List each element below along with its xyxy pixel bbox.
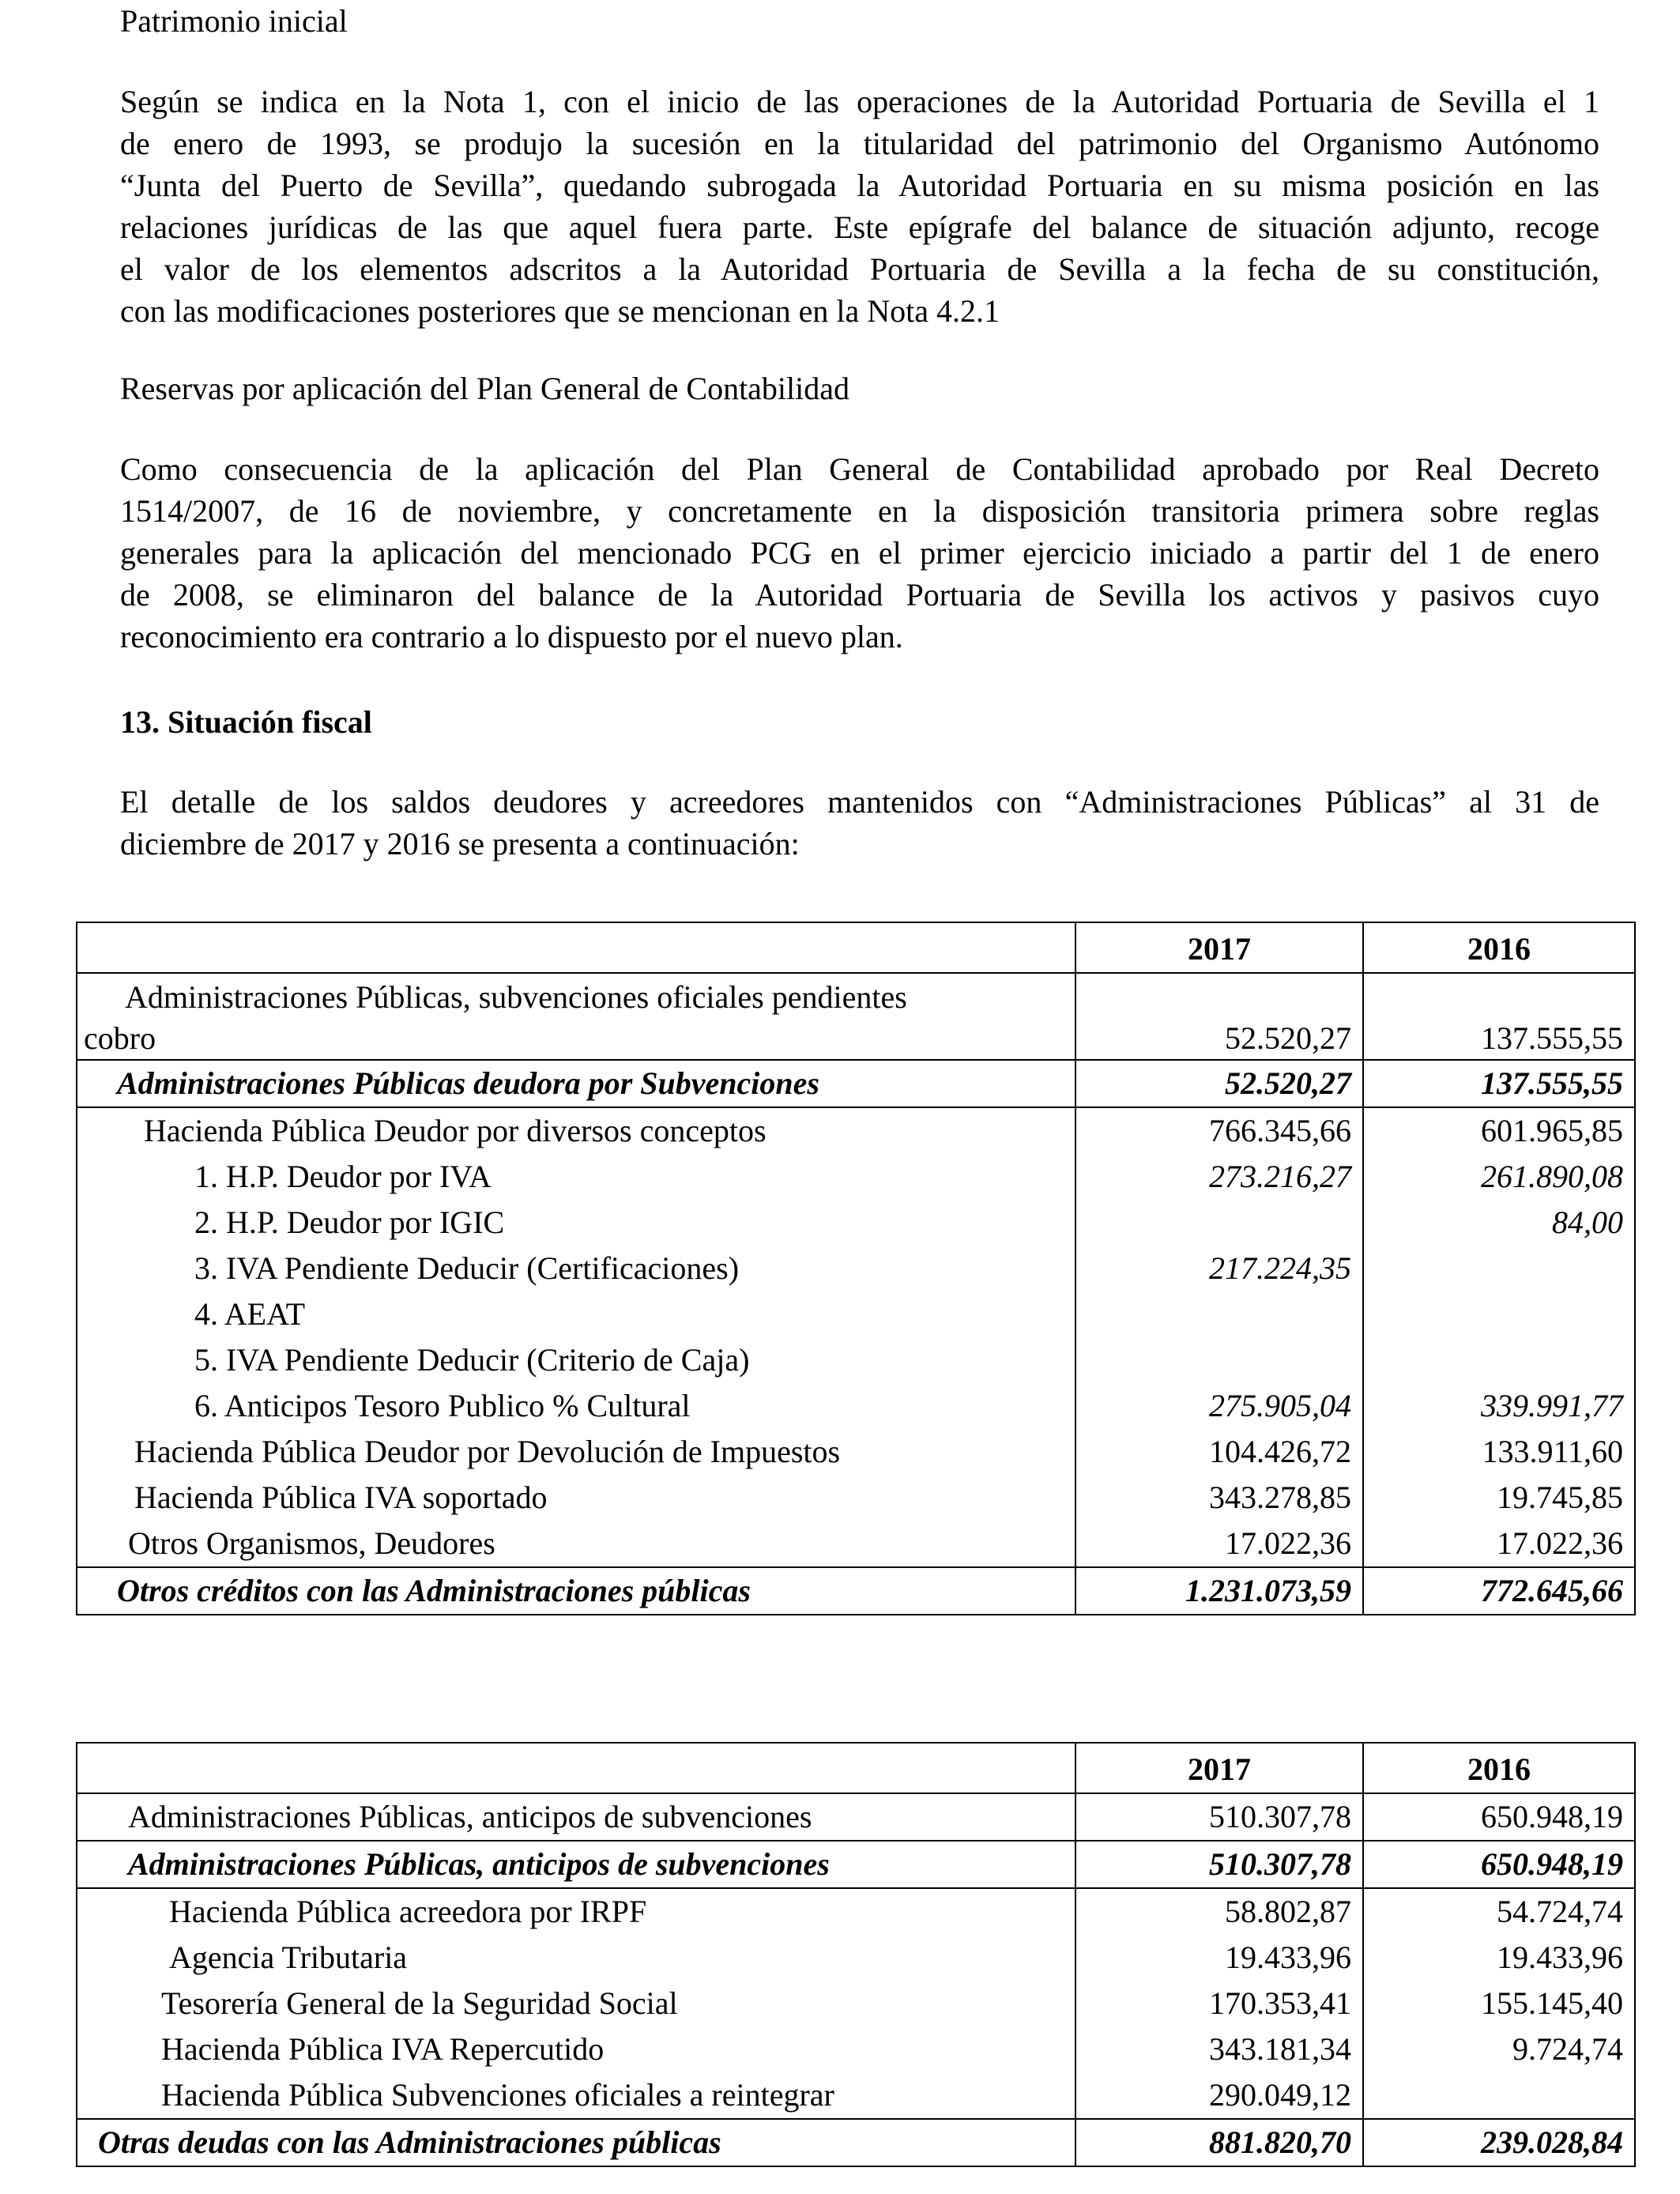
table-subtotal-row: [77, 1060, 1635, 1107]
paragraph-line: el valor de los elementos adscritos a la Autoridad Portuaria de Sevilla a la fecha de su constitución,: [120, 251, 1599, 287]
row-label: Hacienda Pública acreedora por IRPF: [77, 1888, 1075, 1935]
row-label: Hacienda Pública IVA soportado: [77, 1475, 1075, 1521]
value-2016: 84,00: [1363, 1200, 1635, 1246]
value-2017: 104.426,72: [1075, 1429, 1363, 1475]
table-saldos-acreedores: [76, 1742, 1636, 2167]
table-row: [77, 1200, 1635, 1246]
row-label: Hacienda Pública Subvenciones oficiales a reintegrar: [77, 2072, 1075, 2119]
row-label: Hacienda Pública Deudor por Devolución de Impuestos: [77, 1429, 1075, 1475]
row-label-line: Administraciones Públicas, subvenciones oficiales pendientes: [125, 979, 907, 1015]
value-2017: 510.307,78: [1075, 1793, 1363, 1841]
value-2016: [1363, 1291, 1635, 1337]
heading-patrimonio-inicial: Patrimonio inicial: [120, 3, 348, 39]
value-2017: [1075, 1291, 1363, 1337]
header-2017: 2017: [1075, 1743, 1363, 1793]
value-2016: 137.555,55: [1363, 973, 1635, 1060]
value-2016: 17.022,36: [1363, 1521, 1635, 1567]
value-2017: 510.307,78: [1075, 1841, 1363, 1888]
row-label-line: cobro: [84, 1020, 156, 1056]
paragraph-line: reconocimiento era contrario a lo dispuesto por el nuevo plan.: [120, 619, 903, 654]
value-2016: 54.724,74: [1363, 1888, 1635, 1935]
value-2016: 19.433,96: [1363, 1935, 1635, 1981]
paragraph-patrimonio-inicial: [120, 81, 1599, 332]
table-row: [77, 1246, 1635, 1291]
header-2016: 2016: [1363, 922, 1635, 973]
value-2017: 343.181,34: [1075, 2026, 1363, 2072]
table-total-row: [77, 2119, 1635, 2166]
value-2017: 217.224,35: [1075, 1246, 1363, 1291]
table-row: [77, 1475, 1635, 1521]
value-2016: [1363, 2072, 1635, 2119]
table-row: [77, 1107, 1635, 1154]
value-2016: 650.948,19: [1363, 1793, 1635, 1841]
table-row: [77, 1935, 1635, 1981]
row-label: Administraciones Públicas deudora por Subvenciones: [77, 1060, 1075, 1107]
row-label: Otros Organismos, Deudores: [77, 1521, 1075, 1567]
row-label: 2. H.P. Deudor por IGIC: [77, 1200, 1075, 1246]
value-2017: 17.022,36: [1075, 1521, 1363, 1567]
paragraph-line: relaciones jurídicas de las que aquel fuera parte. Este epígrafe del balance de situación adjunto, recoge: [120, 209, 1599, 245]
value-2017: 1.231.073,59: [1075, 1567, 1363, 1615]
value-2016: 19.745,85: [1363, 1475, 1635, 1521]
header-empty-cell: [77, 1743, 1075, 1793]
paragraph-line: Como consecuencia de la aplicación del Plan General de Contabilidad aprobado por Real Decreto: [120, 451, 1599, 487]
table-total-row: [77, 1567, 1635, 1615]
paragraph-line: de enero de 1993, se produjo la sucesión en la titularidad del patrimonio del Organismo Autónomo: [120, 126, 1599, 161]
row-label: 4. AEAT: [77, 1291, 1075, 1337]
table-row: [77, 1888, 1635, 1935]
table-row: [77, 1793, 1635, 1841]
paragraph-line: El detalle de los saldos deudores y acreedores mantenidos con “Administraciones Públicas” al 31 de: [120, 784, 1599, 820]
value-2016: 239.028,84: [1363, 2119, 1635, 2166]
row-label: Agencia Tributaria: [77, 1935, 1075, 1981]
table-row: [77, 1337, 1635, 1383]
value-2017: 273.216,27: [1075, 1154, 1363, 1200]
value-2017: 58.802,87: [1075, 1888, 1363, 1935]
value-2017: 52.520,27: [1075, 1060, 1363, 1107]
row-label: 1. H.P. Deudor por IVA: [77, 1154, 1075, 1200]
table-header-row: [77, 1743, 1635, 1793]
value-2017: 170.353,41: [1075, 1981, 1363, 2026]
value-2017: 275.905,04: [1075, 1383, 1363, 1429]
table-row: [77, 2026, 1635, 2072]
value-2016: 137.555,55: [1363, 1060, 1635, 1107]
table-row: [77, 1429, 1635, 1475]
table-row: [77, 1383, 1635, 1429]
row-label: Administraciones Públicas, anticipos de subvenciones: [77, 1841, 1075, 1888]
heading-reservas: Reservas por aplicación del Plan General de Contabilidad: [120, 371, 850, 406]
table-row: [77, 973, 1635, 1060]
table-row: [77, 1521, 1635, 1567]
value-2016: 9.724,74: [1363, 2026, 1635, 2072]
value-2016: 601.965,85: [1363, 1107, 1635, 1154]
row-label: 5. IVA Pendiente Deducir (Criterio de Caja): [77, 1337, 1075, 1383]
paragraph-line: con las modificaciones posteriores que se mencionan en la Nota 4.2.1: [120, 293, 1000, 329]
value-2017: 343.278,85: [1075, 1475, 1363, 1521]
table-row: [77, 1981, 1635, 2026]
row-label: Hacienda Pública IVA Repercutido: [77, 2026, 1075, 2072]
value-2016: 772.645,66: [1363, 1567, 1635, 1615]
value-2016: [1363, 1246, 1635, 1291]
table-row: [77, 2072, 1635, 2119]
row-label: Otros créditos con las Administraciones públicas: [77, 1567, 1075, 1615]
paragraph-situacion-fiscal: [120, 781, 1599, 865]
value-2016: 261.890,08: [1363, 1154, 1635, 1200]
row-label: 3. IVA Pendiente Deducir (Certificaciones): [77, 1246, 1075, 1291]
paragraph-line: 1514/2007, de 16 de noviembre, y concretamente en la disposición transitoria primera sobre reglas: [120, 493, 1599, 529]
header-2017: 2017: [1075, 922, 1363, 973]
paragraph-line: Según se indica en la Nota 1, con el inicio de las operaciones de la Autoridad Portuaria de Sevilla el 1: [120, 84, 1599, 119]
table-subtotal-row: [77, 1841, 1635, 1888]
row-label: [77, 973, 1075, 1060]
value-2016: 650.948,19: [1363, 1841, 1635, 1888]
value-2017: 766.345,66: [1075, 1107, 1363, 1154]
value-2017: 290.049,12: [1075, 2072, 1363, 2119]
table-header-row: [77, 922, 1635, 973]
value-2017: [1075, 1200, 1363, 1246]
paragraph-line: “Junta del Puerto de Sevilla”, quedando subrogada la Autoridad Portuaria en su misma posición en las: [120, 168, 1599, 203]
header-2016: 2016: [1363, 1743, 1635, 1793]
value-2016: [1363, 1337, 1635, 1383]
row-label: Administraciones Públicas, anticipos de subvenciones: [77, 1793, 1075, 1841]
paragraph-reservas: [120, 448, 1599, 658]
value-2017: [1075, 1337, 1363, 1383]
table-saldos-deudores: [76, 922, 1636, 1615]
value-2017: 881.820,70: [1075, 2119, 1363, 2166]
paragraph-line: diciembre de 2017 y 2016 se presenta a continuación:: [120, 826, 800, 861]
row-label: 6. Anticipos Tesoro Publico % Cultural: [77, 1383, 1075, 1429]
row-label: Hacienda Pública Deudor por diversos conceptos: [77, 1107, 1075, 1154]
header-empty-cell: [77, 922, 1075, 973]
value-2016: 155.145,40: [1363, 1981, 1635, 2026]
table-row: [77, 1154, 1635, 1200]
value-2017: 19.433,96: [1075, 1935, 1363, 1981]
value-2017: 52.520,27: [1075, 973, 1363, 1060]
row-label: Otras deudas con las Administraciones públicas: [77, 2119, 1075, 2166]
paragraph-line: de 2008, se eliminaron del balance de la Autoridad Portuaria de Sevilla los activos y pasivos cuyo: [120, 577, 1599, 613]
table-row: [77, 1291, 1635, 1337]
value-2016: 339.991,77: [1363, 1383, 1635, 1429]
paragraph-line: generales para la aplicación del mencionado PCG en el primer ejercicio iniciado a partir del 1 de enero: [120, 535, 1599, 571]
heading-situacion-fiscal: 13. Situación fiscal: [120, 704, 372, 740]
row-label: Tesorería General de la Seguridad Social: [77, 1981, 1075, 2026]
value-2016: 133.911,60: [1363, 1429, 1635, 1475]
